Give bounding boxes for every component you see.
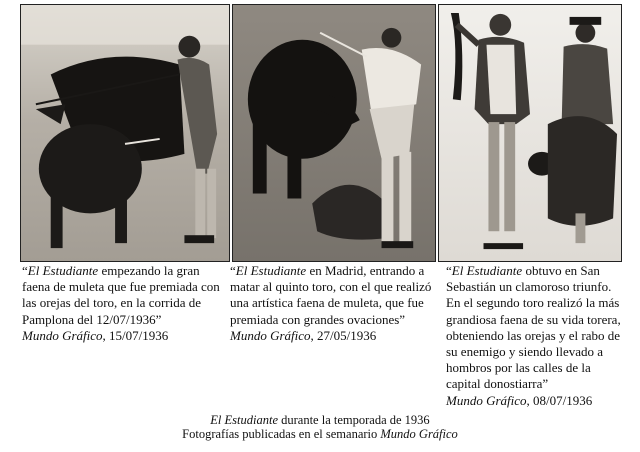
caption-2-text: en Madrid, entrando a matar al quinto toro, con el que realizó una artística faena de muleta, que fue premiada con grandes ovaciones”	[230, 263, 432, 327]
caption-photo-1: “El Estudiante empezando la gran faena de muleta que fue premiada con las orejas del toro, en la corrida de Pamplona del 12/07/1936” Mundo Gráfico, 15/07/1936	[22, 263, 220, 343]
footer-line-2	[0, 427, 640, 441]
caption-3-source: Mundo Gráfico	[446, 392, 527, 408]
caption-2-date: , 27/05/1936	[310, 327, 377, 343]
caption-3-text: obtuvo en San Sebastián un clamoroso triunfo. En el segundo toro realizó la más grandiosa faena de su vida torera, obteniendo las orejas y el rabo de su enemigo y siendo llevado a hombros por las calles de la capital donostiarra”	[446, 263, 621, 392]
footer-published-text: Fotografías publicadas en el semanario	[182, 427, 381, 441]
caption-2-source: Mundo Gráfico	[230, 327, 311, 343]
caption-photo-2: “El Estudiante en Madrid, entrando a matar al quinto toro, con el que realizó una artística faena de muleta, que fue premiada con grandes ovaciones” Mundo Gráfico, 27/05/1936	[230, 263, 432, 343]
caption-1-name: El Estudiante	[27, 263, 99, 278]
caption-3-date: , 08/07/1936	[526, 392, 593, 408]
caption-photo-3: “El Estudiante obtuvo en San Sebastián un clamoroso triunfo. En el segundo toro realizó la más grandiosa faena de su vida torera, obteniendo las orejas y el rabo de su enemigo y siendo llevado a hombros por las calles de la capital donostiarra” Mundo Gráfico, 08/07/1936	[446, 263, 621, 408]
caption-3-name: El Estudiante	[451, 263, 523, 278]
photo-madrid-estocada	[232, 4, 436, 262]
footer-name: El Estudiante	[210, 413, 278, 427]
caption-1-date: , 15/07/1936	[102, 327, 169, 343]
caption-1-source: Mundo Gráfico	[22, 327, 103, 343]
photo-pamplona-muleta	[20, 4, 230, 262]
footer-source: Mundo Gráfico	[380, 427, 458, 441]
photo-san-sebastian-triunfo	[438, 4, 622, 262]
footer-season-text: durante la temporada de 1936	[278, 413, 430, 427]
footer-line-1	[0, 413, 640, 427]
caption-1-text: empezando la gran faena de muleta que fue premiada con las orejas del toro, en la corrida de Pamplona del 12/07/1936”	[22, 263, 220, 327]
caption-2-name: El Estudiante	[235, 263, 307, 278]
